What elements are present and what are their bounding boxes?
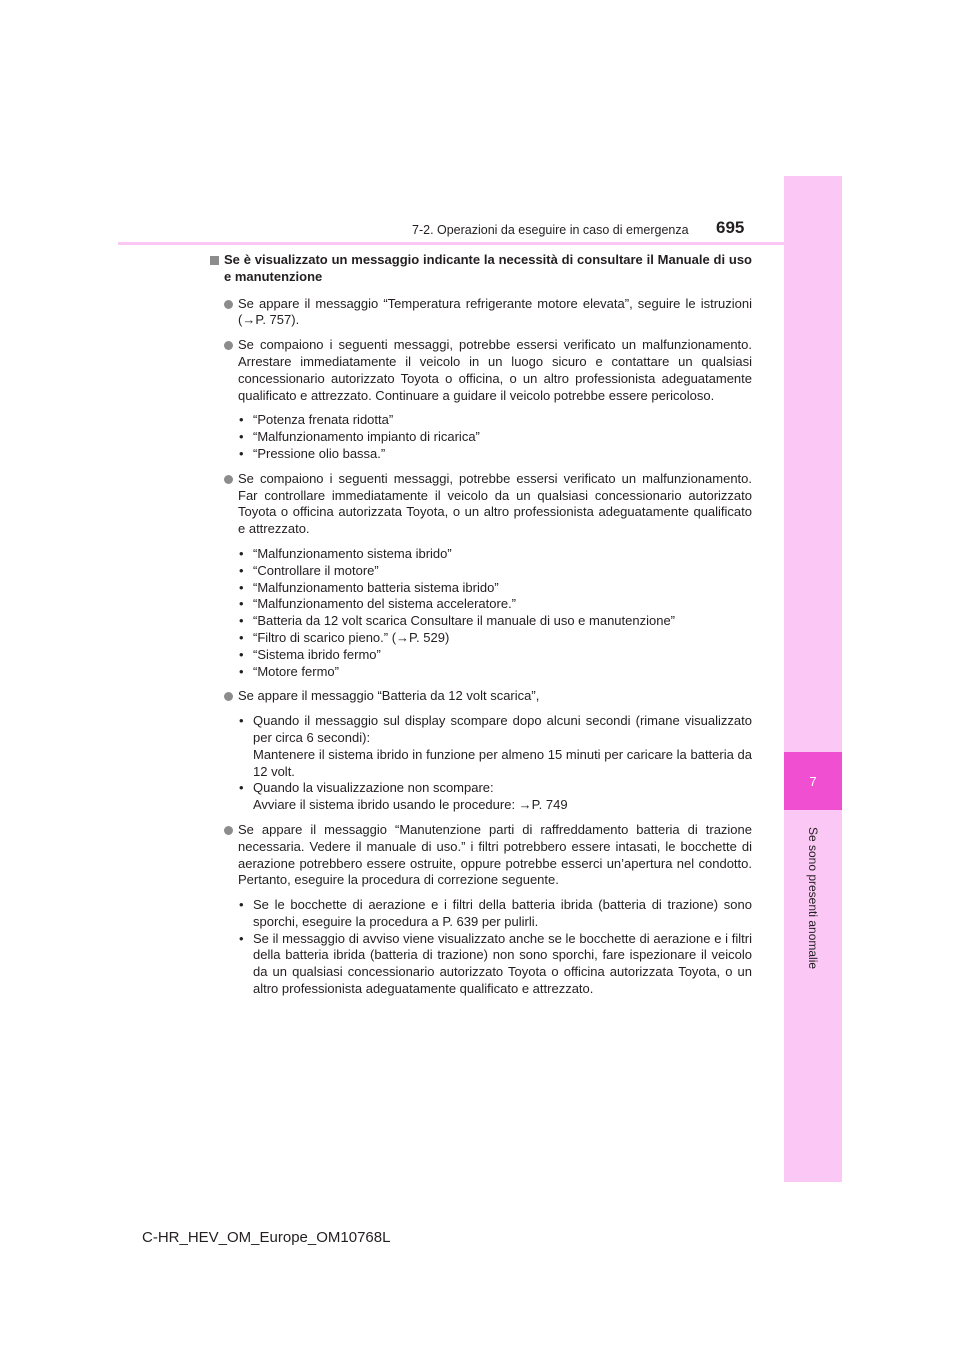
sub-list-item-text: “Malfunzionamento batteria sistema ibrido”: [253, 579, 499, 595]
round-bullet-icon: [224, 826, 233, 835]
sub-list-item: [238, 630, 752, 647]
sub-list-item: [238, 412, 752, 429]
chapter-side-strip: [784, 176, 842, 1182]
sub-list-item-text: “Malfunzionamento del sistema acceleratore.”: [253, 596, 517, 612]
chapter-number: 7: [809, 773, 817, 789]
sub-list-item-text: Quando il messaggio sul display scompare dopo alcuni secondi (rimane visualizzato per circa 6 secondi): Mantenere il sistema ibrido in funzione per almeno 15 minuti per caricare la batteria da 12 volt.: [253, 713, 752, 779]
sub-list-item-text: “Batteria da 12 volt scarica Consultare il manuale di uso e manutenzione”: [253, 613, 676, 629]
round-bullet-icon: [224, 475, 233, 484]
sub-list-item-text: “Controllare il motore”: [253, 562, 379, 578]
chapter-number-tab[interactable]: [784, 752, 842, 810]
sub-list-item-text: Se le bocchette di aerazione e i filtri della batteria ibrida (batteria di trazione) sono sporchi, eseguire la procedura a P. 639 per pulirli.: [253, 897, 752, 929]
sub-list-item-text: “Filtro di scarico pieno.” (→P. 529): [253, 629, 450, 645]
sub-list-item-text: Quando la visualizzazione non scompare: Avviare il sistema ibrido usando le procedure: →P. 749: [253, 780, 568, 813]
sub-list-item-text: “Potenza frenata ridotta”: [253, 412, 394, 428]
sub-list: [238, 713, 752, 814]
bullet-paragraph: [210, 688, 752, 705]
chapter-title-tab: [758, 818, 868, 978]
square-bullet-icon: [210, 256, 219, 265]
round-bullet-icon: [224, 692, 233, 701]
sub-list: [238, 546, 752, 680]
section-heading: [210, 252, 752, 286]
bullet-text: Se compaiono i seguenti messaggi, potrebbe essersi verificato un malfunzionamento. Far controllare immediatamente il veicolo da un qualsiasi concessionario autorizzato Toyota o officina autorizzata Toyota, o un altro professionista adeguatamente qualificato e attrezzato.: [238, 470, 752, 537]
page-content: [210, 252, 752, 1006]
sub-list-item: [238, 546, 752, 563]
bullet-paragraph: [210, 471, 752, 538]
sub-list-item-text: “Motore fermo”: [253, 663, 339, 679]
sub-list-item: [238, 580, 752, 597]
round-bullet-icon: [224, 341, 233, 350]
sub-list-item: [238, 931, 752, 998]
bullet-paragraph: [210, 296, 752, 330]
sub-list-item: [238, 613, 752, 630]
bullet-text: Se appare il messaggio “Temperatura refrigerante motore elevata”, seguire le istruzioni (→P. 757).: [238, 295, 752, 328]
sub-list-item: [238, 713, 752, 780]
sub-list-item: [238, 647, 752, 664]
sub-list: [238, 897, 752, 998]
round-bullet-icon: [224, 300, 233, 309]
sub-list-item: [238, 596, 752, 613]
sub-list-item-text: “Sistema ibrido fermo”: [253, 646, 381, 662]
sub-list-item-text: Se il messaggio di avviso viene visualizzato anche se le bocchette di aerazione e i filtri della batteria ibrida (batteria di trazione) non sono sporchi, fare ispezionare il veicolo da un qualsiasi concessionario autorizzato Toyota o officina autorizzata Toyota, o un altro professionista adeguatamente qualificato e attrezzato.: [253, 930, 752, 997]
sub-list-item: [238, 664, 752, 681]
bullet-paragraph: [210, 337, 752, 404]
sub-list-item: [238, 446, 752, 463]
section-heading-text: Se è visualizzato un messaggio indicante la necessità di consultare il Manuale di uso e manutenzione: [224, 252, 752, 284]
bullet-text: Se appare il messaggio “Manutenzione parti di raffreddamento batteria di trazione necessaria. Vedere il manuale di uso.” i filtri potrebbero essere intasati, le bocchette di aerazione potrebbero essere ostruite, oppure potrebbe esserci un’apertura nel condotto. Pertanto, eseguire la procedura di correzione seguente.: [238, 821, 752, 888]
sub-list-item: [238, 897, 752, 931]
bullet-list: [210, 296, 752, 998]
bullet-paragraph: [210, 822, 752, 889]
page-number: 695: [716, 218, 745, 237]
sub-list-item-text: “Malfunzionamento impianto di ricarica”: [253, 429, 480, 445]
sub-list-item: [238, 429, 752, 446]
section-title: 7-2. Operazioni da eseguire in caso di emergenza: [412, 223, 689, 237]
header-divider: [118, 242, 784, 245]
document-code: C-HR_HEV_OM_Europe_OM10768L: [142, 1229, 391, 1246]
bullet-text: Se compaiono i seguenti messaggi, potrebbe essersi verificato un malfunzionamento. Arrestare immediatamente il veicolo in un luogo sicuro e contattare un qualsiasi concessionario autorizzato Toyota o officina, o un altro professionista adeguatamente qualificato e attrezzato. Continuare a guidare il veicolo potrebbe essere pericoloso.: [238, 337, 752, 403]
sub-list-item: [238, 780, 752, 814]
bullet-text: Se appare il messaggio “Batteria da 12 volt scarica”,: [238, 688, 540, 704]
sub-list-item-text: “Pressione olio bassa.”: [253, 445, 386, 461]
sub-list-item: [238, 563, 752, 580]
sub-list: [238, 412, 752, 462]
chapter-title: Se sono presenti anomalie: [806, 826, 820, 970]
sub-list-item-text: “Malfunzionamento sistema ibrido”: [253, 545, 452, 561]
